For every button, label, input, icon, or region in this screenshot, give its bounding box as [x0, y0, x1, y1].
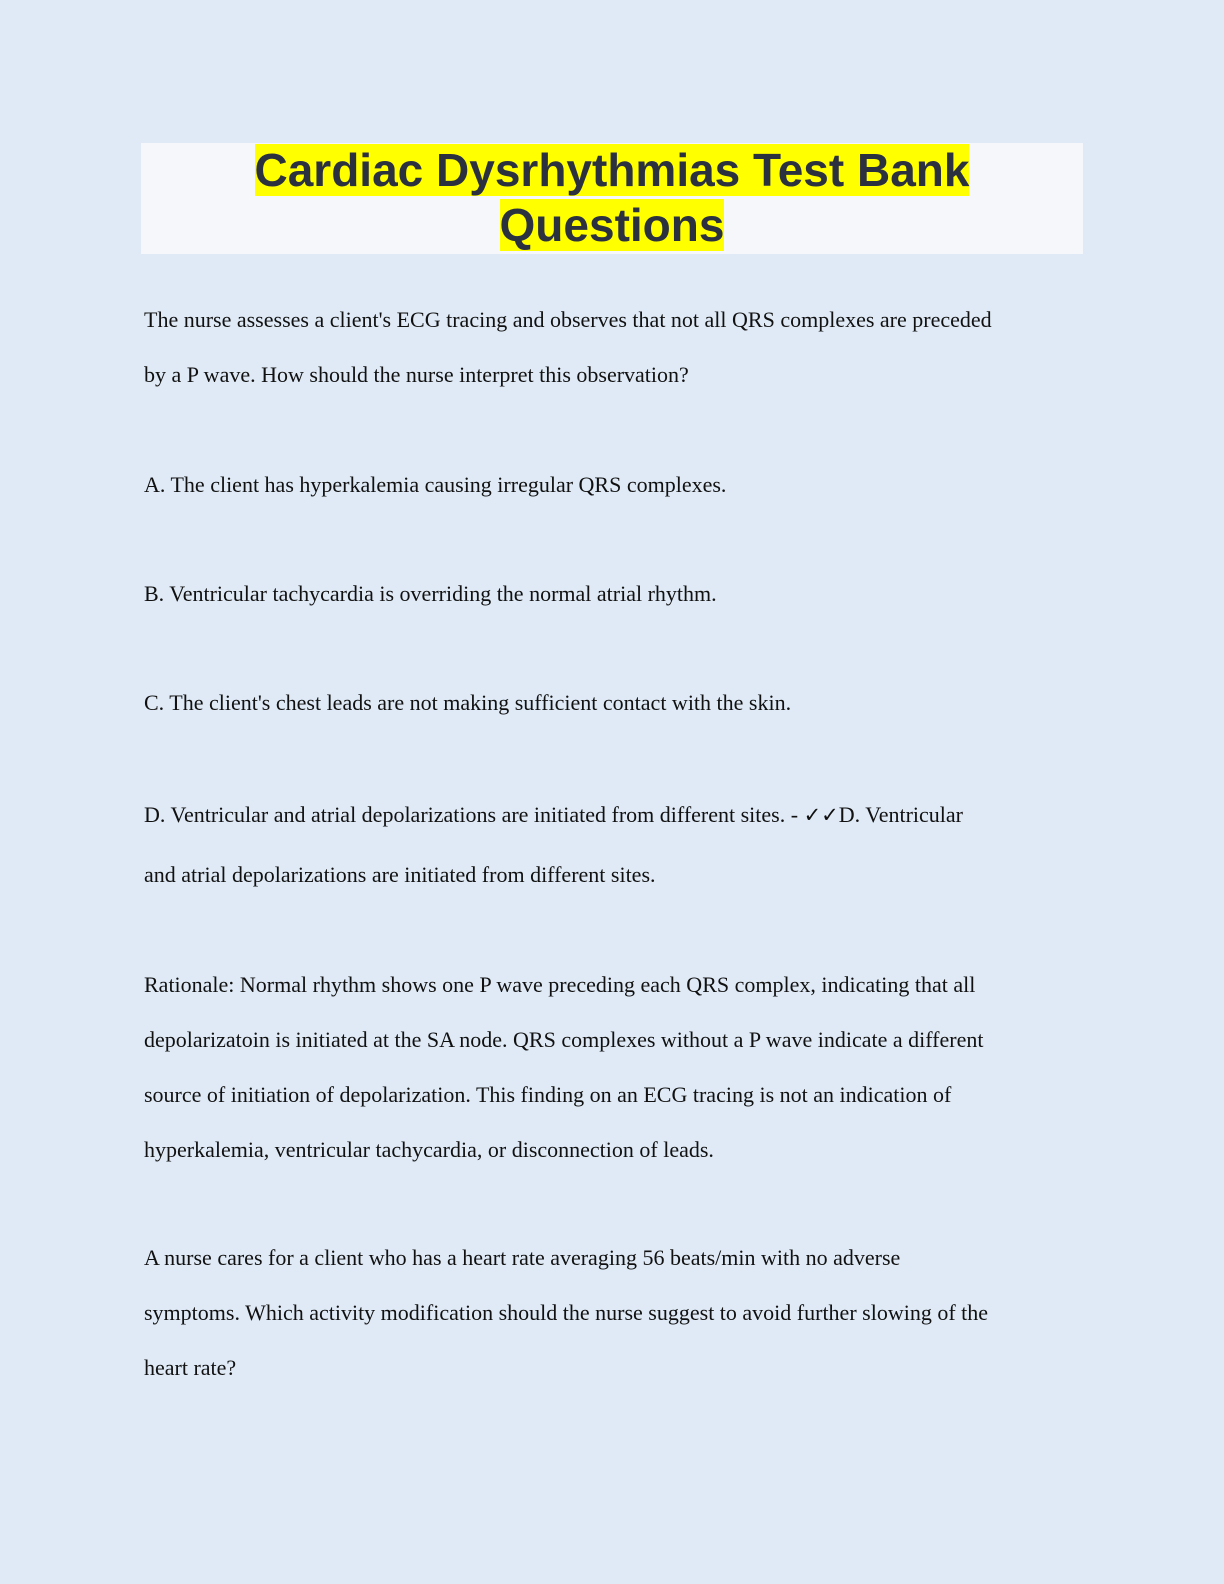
question-1-stem-line-2: by a P wave. How should the nurse interpret this observation? — [144, 362, 689, 387]
title-banner — [141, 143, 1083, 254]
page-title — [141, 143, 1083, 253]
rationale-line-1: Rationale: Normal rhythm shows one P wave preceding each QRS complex, indicating that all — [144, 972, 976, 997]
question-2-stem-line-3: heart rate? — [144, 1355, 237, 1380]
question-1-option-c — [144, 675, 1084, 730]
question-1-option-b — [144, 566, 1084, 621]
option-d-text: D. Ventricular and atrial depolarizations are initiated from different sites. - — [144, 802, 804, 827]
option-d-line-2: and atrial depolarizations are initiated from different sites. — [144, 862, 656, 887]
option-d-line-1 — [144, 785, 1084, 845]
question-2-stem-line-1: A nurse cares for a client who has a heart rate averaging 56 beats/min with no adverse — [144, 1245, 901, 1270]
option-a-text: A. The client has hyperkalemia causing irregular QRS complexes. — [144, 472, 727, 497]
question-1-stem-line-1: The nurse assesses a client's ECG tracing and observes that not all QRS complexes are preceded — [144, 307, 992, 332]
option-c-text: C. The client's chest leads are not making sufficient contact with the skin. — [144, 690, 792, 715]
question-2-stem — [144, 1230, 1084, 1395]
answer-text-start: D. Ventricular — [838, 802, 963, 827]
rationale-line-4: hyperkalemia, ventricular tachycardia, or disconnection of leads. — [144, 1137, 714, 1162]
question-1-stem — [144, 292, 1084, 402]
page-title-line-2: Questions — [499, 199, 725, 251]
rationale-line-3: source of initiation of depolarization. This finding on an ECG tracing is not an indication of — [144, 1082, 952, 1107]
question-1-option-d — [144, 785, 1084, 905]
checkmark-icon: ✓✓ — [803, 803, 839, 827]
question-1-rationale — [144, 957, 1084, 1177]
question-2-stem-line-2: symptoms. Which activity modification should the nurse suggest to avoid further slowing of the — [144, 1300, 989, 1325]
rationale-line-2: depolarizatoin is initiated at the SA node. QRS complexes without a P wave indicate a different — [144, 1027, 984, 1052]
option-b-text: B. Ventricular tachycardia is overriding the normal atrial rhythm. — [144, 581, 717, 606]
page-title-line-1: Cardiac Dysrhythmias Test Bank — [254, 144, 970, 196]
question-1-option-a — [144, 457, 1084, 512]
